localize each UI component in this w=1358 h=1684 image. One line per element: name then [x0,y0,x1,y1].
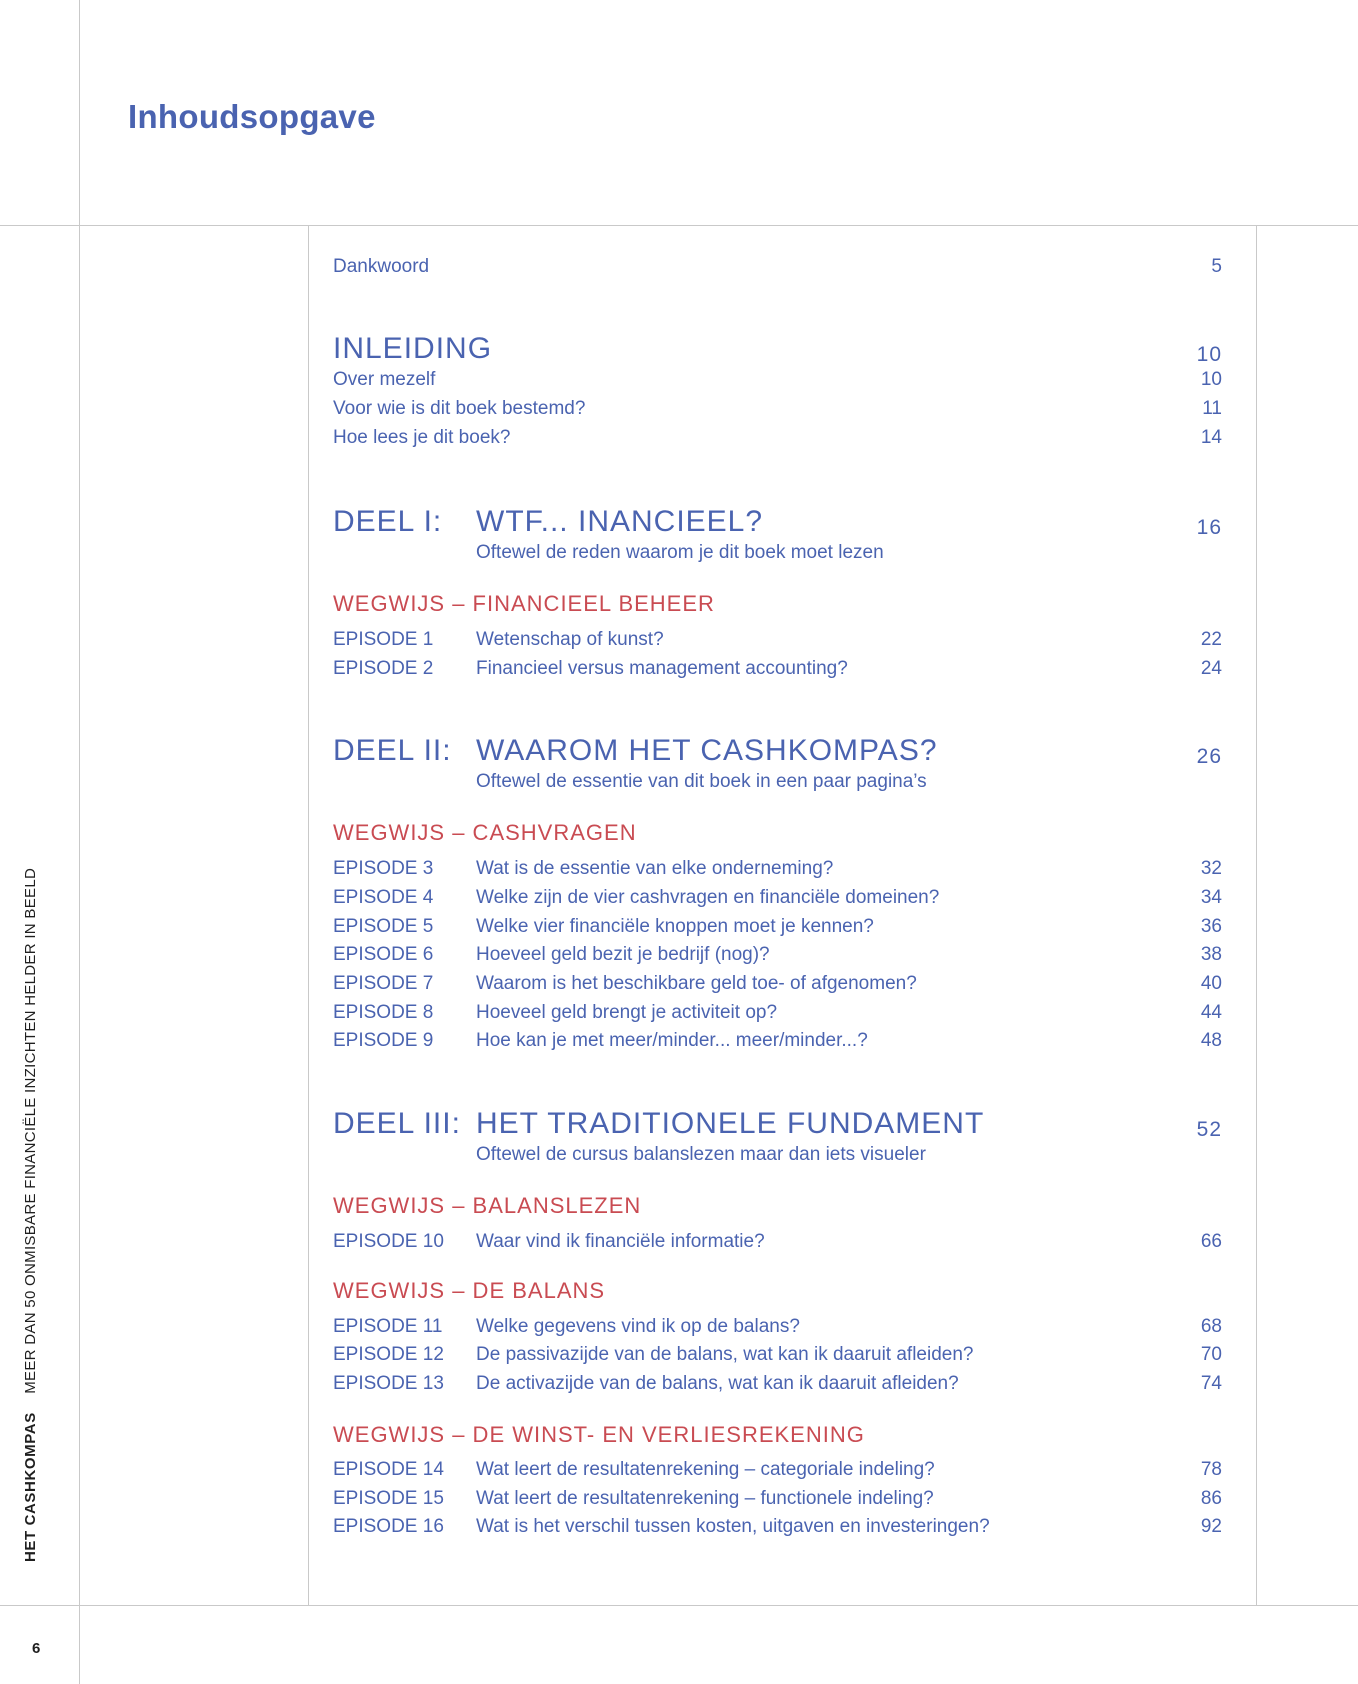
episode-row[interactable] [333,626,1222,654]
episode-page: 86 [1200,1488,1222,1509]
episode-number: EPISODE 16 [333,1516,444,1537]
part-number: DEEL III: [333,1107,461,1140]
episode-page: 92 [1200,1516,1222,1537]
episode-row[interactable] [333,655,1222,683]
episode-title: Wat is de essentie van elke onderneming? [476,858,834,879]
episode-title: Wat leert de resultatenrekening – functionele indeling? [476,1488,934,1509]
episode-page: 22 [1200,629,1222,650]
wegwijs-heading [333,1420,1222,1450]
episode-number: EPISODE 9 [333,1030,434,1051]
wegwijs-heading [333,1191,1222,1221]
episode-number: EPISODE 13 [333,1373,444,1394]
episode-page: 32 [1200,858,1222,879]
episode-row[interactable] [333,1370,1222,1398]
part-title: WAAROM HET CASHKOMPAS? [476,734,938,767]
episode-row[interactable] [333,1313,1222,1341]
toc-entry-page: 14 [1200,427,1222,448]
episode-page: 44 [1200,1002,1222,1023]
toc-entry-page: 11 [1202,398,1222,419]
left-margin-line [79,0,80,1684]
toc-part-heading[interactable] [333,731,1222,771]
toc-entry[interactable] [333,395,1222,423]
part-title: WTF... INANCIEEL? [476,505,764,538]
episode-title: Waar vind ik financiële informatie? [476,1231,765,1252]
part-title: HET TRADITIONELE FUNDAMENT [476,1107,985,1140]
episode-row[interactable] [333,1341,1222,1369]
episode-page: 24 [1200,658,1222,679]
episode-row[interactable] [333,970,1222,998]
wegwijs-label: WEGWIJS – DE WINST- EN VERLIESREKENING [333,1422,865,1447]
episode-page: 36 [1200,916,1222,937]
episode-page: 66 [1200,1231,1222,1252]
episode-page: 70 [1200,1344,1222,1365]
toc-part-heading[interactable] [333,1104,1222,1144]
episode-row[interactable] [333,1228,1222,1256]
episode-title: Waarom is het beschikbare geld toe- of afgenomen? [476,973,917,994]
part-page: 26 [1196,745,1222,768]
part-page: 52 [1196,1118,1222,1141]
episode-page: 38 [1200,944,1222,965]
episode-number: EPISODE 1 [333,629,434,650]
episode-title: De activazijde van de balans, wat kan ik daaruit afleiden? [476,1373,959,1394]
episode-row[interactable] [333,999,1222,1027]
part-subtitle: Oftewel de cursus balanslezen maar dan iets visueler [476,1144,926,1165]
toc-left-border [308,225,309,1605]
part-number: DEEL II: [333,734,452,767]
part-subtitle-row [333,1141,1222,1169]
episode-title: Financieel versus management accounting? [476,658,848,679]
toc-part-heading[interactable] [333,502,1222,542]
episode-number: EPISODE 15 [333,1488,444,1509]
book-subtitle: MEER DAN 50 ONMISBARE FINANCIËLE INZICHTEN HELDER IN BEELD [22,867,39,1394]
episode-row[interactable] [333,941,1222,969]
episode-number: EPISODE 11 [333,1316,443,1337]
episode-title: Wat leert de resultatenrekening – categoriale indeling? [476,1459,935,1480]
toc-entry-page: 10 [1200,369,1222,390]
episode-page: 68 [1200,1316,1222,1337]
episode-title: Welke vier financiële knoppen moet je kennen? [476,916,874,937]
part-subtitle-row [333,768,1222,796]
episode-page: 74 [1200,1373,1222,1394]
page-title: Inhoudsopgave [128,98,376,135]
wegwijs-label: WEGWIJS – BALANSLEZEN [333,1193,642,1218]
episode-page: 78 [1200,1459,1222,1480]
episode-page: 40 [1200,973,1222,994]
part-subtitle-row [333,539,1222,567]
header-divider [0,225,1358,226]
episode-page: 48 [1200,1030,1222,1051]
toc-entry[interactable] [333,424,1222,452]
episode-page: 34 [1200,887,1222,908]
toc-entry-label: Over mezelf [333,369,436,390]
footer-divider [0,1605,1358,1606]
episode-title: Hoe kan je met meer/minder... meer/minder...? [476,1030,868,1051]
part-subtitle: Oftewel de reden waarom je dit boek moet lezen [476,542,884,563]
running-header [22,868,39,1562]
episode-title: De passivazijde van de balans, wat kan ik daaruit afleiden? [476,1344,974,1365]
page-number: 6 [32,1640,41,1657]
episode-title: Welke zijn de vier cashvragen en financiële domeinen? [476,887,940,908]
episode-row[interactable] [333,1456,1222,1484]
episode-row[interactable] [333,913,1222,941]
wegwijs-heading [333,1276,1222,1306]
episode-number: EPISODE 14 [333,1459,444,1480]
wegwijs-heading [333,589,1222,619]
episode-title: Welke gegevens vind ik op de balans? [476,1316,800,1337]
episode-number: EPISODE 7 [333,973,434,994]
wegwijs-label: WEGWIJS – FINANCIEEL BEHEER [333,591,715,616]
episode-number: EPISODE 4 [333,887,434,908]
toc-entry-label: Dankwoord [333,256,430,277]
episode-title: Hoeveel geld bezit je bedrijf (nog)? [476,944,770,965]
episode-title: Hoeveel geld brengt je activiteit op? [476,1002,778,1023]
episode-row[interactable] [333,1027,1222,1055]
episode-row[interactable] [333,1485,1222,1513]
toc-entry[interactable] [333,253,1222,281]
episode-row[interactable] [333,855,1222,883]
wegwijs-heading [333,818,1222,848]
toc-entry-label: Hoe lees je dit boek? [333,427,511,448]
wegwijs-label: WEGWIJS – DE BALANS [333,1278,606,1303]
book-title: HET CASHKOMPAS [22,1412,39,1562]
episode-number: EPISODE 6 [333,944,434,965]
episode-row[interactable] [333,1513,1222,1541]
episode-number: EPISODE 2 [333,658,434,679]
section-page: 10 [1196,343,1222,366]
toc-section-heading[interactable] [333,329,1222,369]
episode-number: EPISODE 12 [333,1344,444,1365]
episode-number: EPISODE 5 [333,916,434,937]
section-title: INLEIDING [333,332,493,365]
toc-entry-label: Voor wie is dit boek bestemd? [333,398,586,419]
episode-title: Wat is het verschil tussen kosten, uitgaven en investeringen? [476,1516,990,1537]
part-subtitle: Oftewel de essentie van dit boek in een paar pagina’s [476,771,927,792]
toc-entry[interactable] [333,366,1222,394]
episode-title: Wetenschap of kunst? [476,629,664,650]
episode-row[interactable] [333,884,1222,912]
part-number: DEEL I: [333,505,443,538]
toc-right-border [1256,225,1257,1605]
wegwijs-label: WEGWIJS – CASHVRAGEN [333,820,637,845]
toc-entry-page: 5 [1211,256,1222,277]
part-page: 16 [1196,516,1222,539]
episode-number: EPISODE 10 [333,1231,444,1252]
episode-number: EPISODE 3 [333,858,434,879]
episode-number: EPISODE 8 [333,1002,434,1023]
